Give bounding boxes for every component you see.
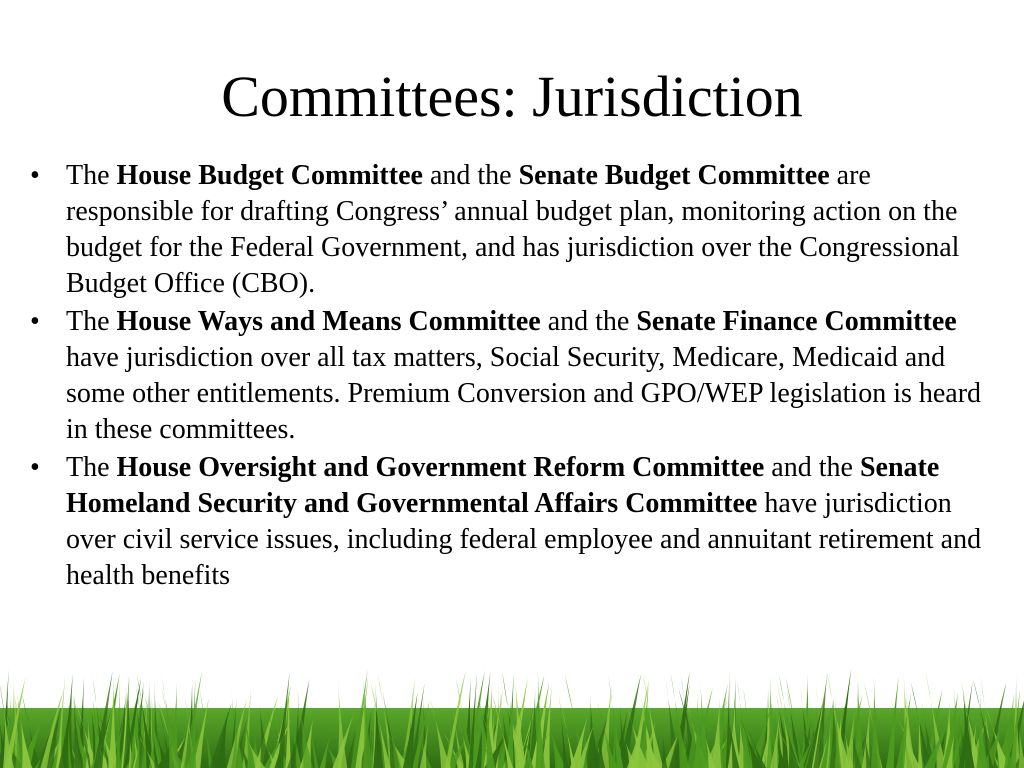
committee-name: Senate Homeland Security and Governmental Affairs Committee — [66, 452, 940, 519]
committee-name: Senate Budget Committee — [518, 160, 830, 191]
bullet-text: have jurisdiction over all tax matters, Social Security, Medicare, Medicaid and some other entitlements. Premium Conversion and GPO/WEP legislation is heard in these committees. — [66, 342, 982, 445]
committee-name: Senate Finance Committee — [636, 306, 957, 337]
bullet-item — [30, 450, 1005, 594]
bullet-icon: • — [30, 306, 40, 337]
bullet-text: have jurisdiction over civil service issues, including federal employee and annuitant retirement and health benefits — [66, 488, 982, 591]
slide-title: Committees: Jurisdiction — [221, 64, 803, 129]
committee-name: House Ways and Means Committee — [116, 306, 541, 337]
bullet-item — [30, 158, 1005, 302]
bullet-text: and the — [540, 306, 637, 337]
bullet-icon: • — [30, 452, 40, 483]
bullet-text: and the — [422, 160, 519, 191]
bullet-text: The — [66, 452, 117, 483]
committee-name: House Budget Committee — [116, 160, 423, 191]
grass-decoration — [0, 668, 1024, 768]
bullet-icon: • — [30, 160, 40, 191]
bullet-text: The — [66, 306, 117, 337]
committee-name: House Oversight and Government Reform Committee — [116, 452, 765, 483]
bullet-text: and the — [764, 452, 860, 483]
bullet-text: The — [66, 160, 117, 191]
bullet-text: are responsible for drafting Congress’ annual budget plan, monitoring action on the budget for the Federal Government, and has jurisdiction over the Congressional Budget Office (CBO). — [66, 160, 960, 299]
bullet-list — [30, 158, 1005, 596]
bullet-item — [30, 304, 1005, 448]
